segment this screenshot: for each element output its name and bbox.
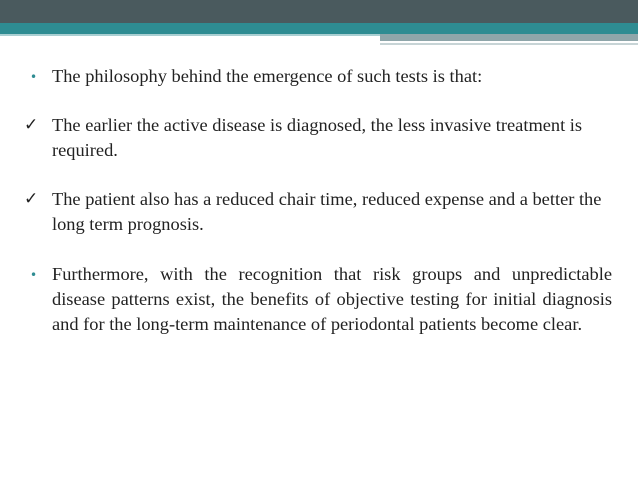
checkmark-icon: ✓: [24, 115, 39, 135]
check-point-2: [24, 187, 612, 237]
check-text: The patient also has a reduced chair time, reduced expense and a better the long term prognosis.: [52, 189, 602, 234]
checkmark-icon: ✓: [24, 189, 39, 209]
bullet-icon: •: [30, 268, 38, 282]
bullet-point-2: [24, 262, 612, 337]
header-accent-band: [0, 23, 638, 34]
bullet-icon: •: [30, 70, 38, 84]
check-text: The earlier the active disease is diagnosed, the less invasive treatment is required.: [52, 115, 583, 160]
header-accent-line: [380, 43, 638, 45]
header-accent-bar: [380, 34, 638, 41]
bullet-point-1: [24, 64, 612, 89]
check-point-1: [24, 113, 612, 163]
slide-body: [24, 64, 612, 337]
header-band: [0, 0, 638, 23]
bullet-text: Furthermore, with the recognition that risk groups and unpredictable disease patterns exist, the benefits of objective testing for initial diagnosis and for the long-term maintenance of periodontal patients become clear.: [52, 264, 612, 334]
bullet-text: The philosophy behind the emergence of such tests is that:: [52, 66, 483, 86]
